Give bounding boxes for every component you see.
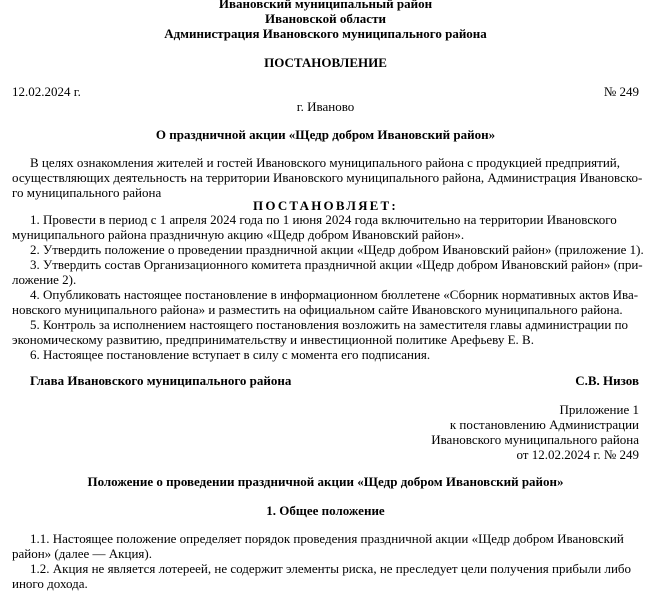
item-line: ложение 2).: [12, 272, 77, 287]
resolves-heading: ПОСТАНОВЛЯЕТ:: [253, 198, 398, 213]
section-line: 1.1. Настоящее положение определяет порядок проведения праздничной акции «Щедр добром Ивановский: [30, 531, 624, 546]
doc-type: ПОСТАНОВЛЕНИЕ: [264, 55, 387, 70]
regulation-title: Положение о проведении праздничной акции «Щедр добром Ивановский район»: [87, 474, 564, 489]
appendix-ref: к постановлению Администрации: [449, 417, 639, 432]
doc-title: О праздничной акции «Щедр добром Ивановский район»: [155, 127, 496, 142]
doc-place: г. Иваново: [296, 99, 355, 114]
header-administration: Администрация Ивановского муниципального района: [164, 26, 487, 41]
section-line: район» (далее — Акция).: [12, 546, 152, 561]
preamble-line: го муниципального района: [12, 185, 162, 200]
appendix-ref: Ивановского муниципального района: [431, 432, 639, 447]
item-line: 6. Настоящее постановление вступает в силу с момента его подписания.: [30, 347, 431, 362]
header-district: Ивановский муниципальный район: [218, 0, 433, 11]
item-line: 5. Контроль за исполнением настоящего постановления возложить на заместителя главы администрации по: [30, 317, 629, 332]
appendix-label: Приложение 1: [559, 402, 639, 417]
preamble-line: В целях ознакомления жителей и гостей Ивановского муниципального района с продукцией предприятий,: [30, 155, 620, 170]
doc-date: 12.02.2024 г.: [12, 84, 81, 99]
item-line: новского муниципального района» и разместить на официальном сайте Ивановского муниципального района.: [12, 302, 623, 317]
item-line: 3. Утвердить состав Организационного комитета праздничной акции «Щедр добром Ивановский район» (при-: [30, 257, 643, 272]
preamble-line: осуществляющих деятельность на территории Ивановского муниципального района, Администрация Ивановско-: [12, 170, 643, 185]
doc-number: № 249: [603, 84, 639, 99]
section-line: 1.2. Акция не является лотереей, не содержит элементы риска, не преследует цели получения прибыли либо: [30, 561, 632, 576]
item-line: муниципального района праздничную акцию «Щедр добром Ивановский район».: [12, 227, 465, 242]
item-line: 1. Провести в период с 1 апреля 2024 года по 1 июня 2024 года включительно на территории Ивановского: [30, 212, 617, 227]
item-line: 4. Опубликовать настоящее постановление в информационном бюллетене «Сборник нормативных актов Ива-: [30, 287, 639, 302]
item-line: 2. Утвердить положение о проведении праздничной акции «Щедр добром Ивановский район» (приложение 1).: [30, 242, 644, 257]
section-heading: 1. Общее положение: [266, 503, 385, 518]
item-line: экономическому развитию, предпринимательству и инвестиционной политике Арефьеву Е. В.: [12, 332, 534, 347]
section-line: иного дохода.: [12, 576, 88, 591]
appendix-ref: от 12.02.2024 г. № 249: [516, 447, 639, 462]
header-region: Ивановской области: [265, 11, 386, 26]
signature-name: С.В. Низов: [575, 373, 639, 388]
signature-position: Глава Ивановского муниципального района: [30, 373, 292, 388]
